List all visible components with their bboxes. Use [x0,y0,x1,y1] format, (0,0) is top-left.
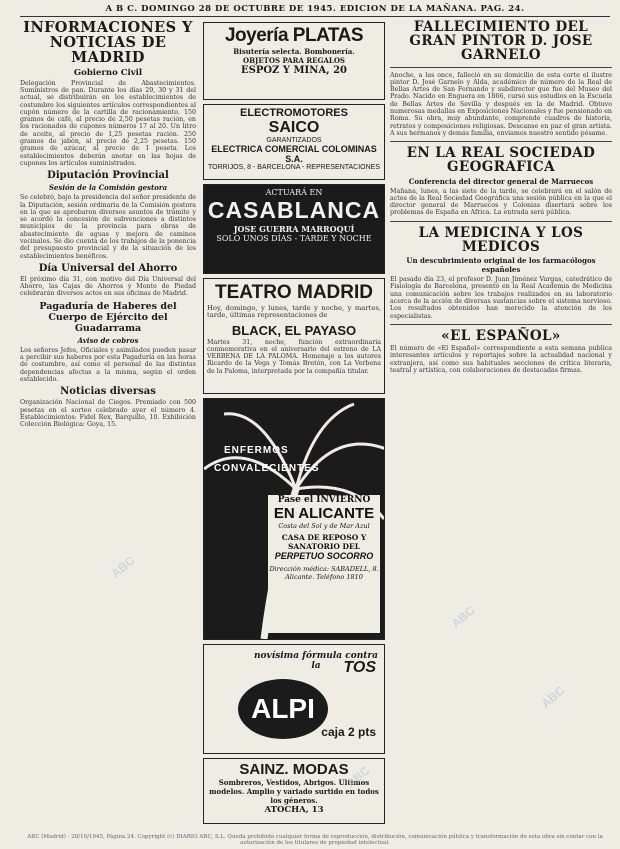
article-text: El pasado día 23, el profesor D. Juan Jiménez Vargas, catedrático de Fisiología de Barcelona, presentó en la Real Academia de Medicina una comunicación sobre los trabajos realizados en su laboratorio acerca de la acción de diversas sustancias sobre el sistema nervioso. Los resultados obtenidos han merecido la atención de los especialistas. [390,276,612,320]
article-subtitle: Un descubrimiento original de los farmacólogos españoles [406,256,596,275]
ad-address: ATOCHA, 13 [264,805,324,815]
ad-brand: PERPETUO SOCORRO [274,551,374,561]
ad-line: ELECTROMOTORES [240,107,348,119]
ad-brand: CASABLANCA [207,197,381,223]
madrid-news-title: INFORMACIONES Y NOTICIAS DE MADRID [23,19,193,67]
watermark: ABC [108,553,138,581]
ad-line: TORRIJOS, 8 - BARCELONA - REPRESENTACIONES [207,164,381,171]
article-text: El número de «El Español» correspondiente a esta semana publica interesantes artículos y reportajes sobre la actualidad nacional y extranjera, así como sus habituales secciones de crítica literaria, teatral y artística, con colaboraciones de destacadas firmas. [390,345,612,374]
ad-line: Martes 31, noche, función extraordinaria conmemorativa en el aniversario del estreno de LA VERBENA DE LA PALOMA. Homenaje a los autores Ricardo de la Vega y Tomás Bretón, con La Verbena de la Paloma, interpretada por la compañía titular. [207,338,381,375]
ad-teatro-madrid [203,278,385,394]
ad-line: Bisutería selecta. Bombonería. [233,47,355,56]
ad-company: ELECTRICA COMERCIAL COLOMINAS S.A. [211,144,377,164]
ad-joyeria [203,22,385,100]
article-text: Anoche, a las once, falleció en su domicilio de esta corte el ilustre pintor D. José Garnelo y Alda, académico de número de la Real de Bellas Artes de San Fernando y subdirector que fue del Museo del Prado. Nacido en Enguera en 1866, cursó sus estudios en la Escuela de Bellas Artes de Sevilla y después en la de Madrid. Obtuvo numerosas medallas en Exposiciones Nacionales y fue pensionado en Roma. Su obra, muy abundante, comprende cuadros de historia, retratos y composiciones religiosas. Descanse en paz el gran artista. A sus hermanos y demás familia, enviamos nuestro sentido pésame. [390,71,612,137]
ad-line: Sombreros, Vestidos, Abrigos. Ultimos modelos. Amplio y variado surtido en todos los géneros. [209,778,379,805]
ad-line: ACTUARÁ EN [265,188,323,197]
ad-info-box [268,495,380,633]
copyright-footer: ABC (Madrid) - 28/10/1945, Página 24. Copyright (c) DIARIO ABC, S.L. Queda prohibida cualquier forma de reproducción, distribución, comunicación pública y transformación de esta obra sin contar con la autorización de los titulares de propiedad intelectual. [27,834,603,846]
ad-line: Hoy, domingo, y lunes, tarde y noche, y martes, tarde, últimas representaciones de [207,304,381,320]
ad-title: EN ALICANTE [273,505,375,522]
center-column [203,18,385,844]
ad-brand: SAICO [268,119,320,136]
article-text: Delegación Provincial de Abastecimientos. Suministros de pan. Durante los días 29, 30 y 31 del actual, se distribuirán en los establecimientos de costumbre los siguientes artículos correspondientes al cupón número de la cartilla de racionamiento. 150 gramos de café, al precio de 2,50 pesetas ración, en los racionados de cupones números 17 al 20. Un litro de aceite, al precio de 1,25 pesetas ración. 250 gramos de jabón, al precio de 2,25 pesetas. 150 gramos de azúcar, al precio de 1 peseta. Los establecimientos deberán anotar en las hojas de cupones los artículos suministrados. [20,79,196,167]
divider [390,324,612,325]
ad-price: caja 2 pts [321,725,376,739]
ad-line: TOS [343,659,376,676]
article-text: Mañana, lunes, a las siete de la tarde, se celebrará en el salón de actos de la Real Sociedad Geográfica una sesión pública en la que el director general de Marruecos y Colonias disertará sobre los problemas de España en Africa. La entrada será pública. [390,187,612,217]
ad-brand: Joyería PLATAS [224,25,363,46]
ad-line: GARANTIZADOS [266,137,322,144]
article-title-geografica: EN LA REAL SOCIEDAD GEOGRAFICA [406,145,596,176]
section-heading: Gobierno Civil [73,67,143,78]
ad-line: JOSE GUERRA MARROQUÍ [233,224,355,234]
section-heading: Diputación Provincial [47,170,169,182]
section-heading: Pagaduría de Haberes del Cuerpo de Ejército del Guadarrama [39,300,177,334]
ad-line: Pase el INVIERNO [277,495,371,505]
article-text: El próximo día 31, con motivo del Día Universal del Ahorro, las Cajas de Ahorros y Monte de Piedad celebrarán diversos actos en sus oficinas de Madrid. [20,275,196,298]
right-column [390,18,612,844]
ad-electromotores [203,104,385,180]
ad-sanatorio [203,398,385,640]
article-text: Se celebró, bajo la presidencia del señor presidente de la Diputación, sesión ordinaria de la Comisión gestora en la que se aprobaron diversos asuntos de trámite y se acordó la concesión de subvenciones a distintos municipios de la provincia para obras de abastecimiento de aguas y mejora de caminos vecinales. Se dio cuenta de los trabajos de la ponencia del presupuesto provincial y de la situación de los establecimientos benéficos. [20,194,196,260]
section-subheading: Aviso de cobros [77,335,139,345]
ad-line: Dirección médica: SABADELL, 8. Alicante. Teléfono 1810 [269,565,379,581]
watermark: ABC [538,683,568,711]
article-subtitle: Conferencia del director general de Marruecos [408,176,594,186]
watermark: ABC [448,603,478,631]
ad-line: novísima fórmula contra la [254,651,378,671]
divider [390,67,612,68]
ad-casablanca [203,184,385,274]
ad-line: CONVALECIENTES [214,463,320,474]
page-header: A B C. DOMINGO 28 DE OCTUBRE DE 1945. EDICION DE LA MAÑANA. PAG. 24. [20,4,610,17]
article-title-el-espanol: «EL ESPAÑOL» [441,327,561,344]
section-heading: Día Universal del Ahorro [38,262,178,274]
ad-brand: ALPI [238,679,328,739]
divider [390,141,612,142]
ad-brand: TEATRO MADRID [215,282,373,303]
ad-line: ENFERMOS [224,445,289,456]
article-text: Organización Nacional de Ciegos. Premiado con 500 pesetas en el sorteo celebrado ayer el número 4. Establecimientos: Fidel Rex, Barquillo, 10. Exhibición Colección Biológica: Goya, 15. [20,399,196,429]
ad-line: OBJETOS PARA REGALOS [243,56,345,65]
ad-title: BLACK, EL PAYASO [231,322,357,338]
ad-line: Costa del Sol y de Mar Azul [278,522,370,530]
left-column [20,18,196,844]
article-title-garnelo: FALLECIMIENTO DEL GRAN PINTOR D. JOSE GARNELO [409,19,593,64]
ad-alpi [203,644,385,754]
ad-brand: SAINZ. MODAS [239,761,349,778]
watermark: ABC [343,763,373,791]
section-subheading: Sesión de la Comisión gestora [48,183,168,193]
article-text: Los señores Jefes, Oficiales y asimilados pueden pasar a percibir sus haberes por esta Pagaduría en las horas de costumbre, así como el personal de las distintas dependencias afectas a la misma, según el orden establecido. [20,346,196,383]
divider [390,221,612,222]
ad-line: SOLO UNOS DÍAS - TARDE Y NOCHE [216,234,372,243]
article-title-medicina: LA MEDICINA Y LOS MEDICOS [418,224,584,255]
ad-line: CASA DE REPOSO Y SANATORIO DEL [281,533,367,551]
section-heading: Noticias diversas [60,386,156,398]
ad-address: ESPOZ Y MINA, 20 [240,65,347,76]
